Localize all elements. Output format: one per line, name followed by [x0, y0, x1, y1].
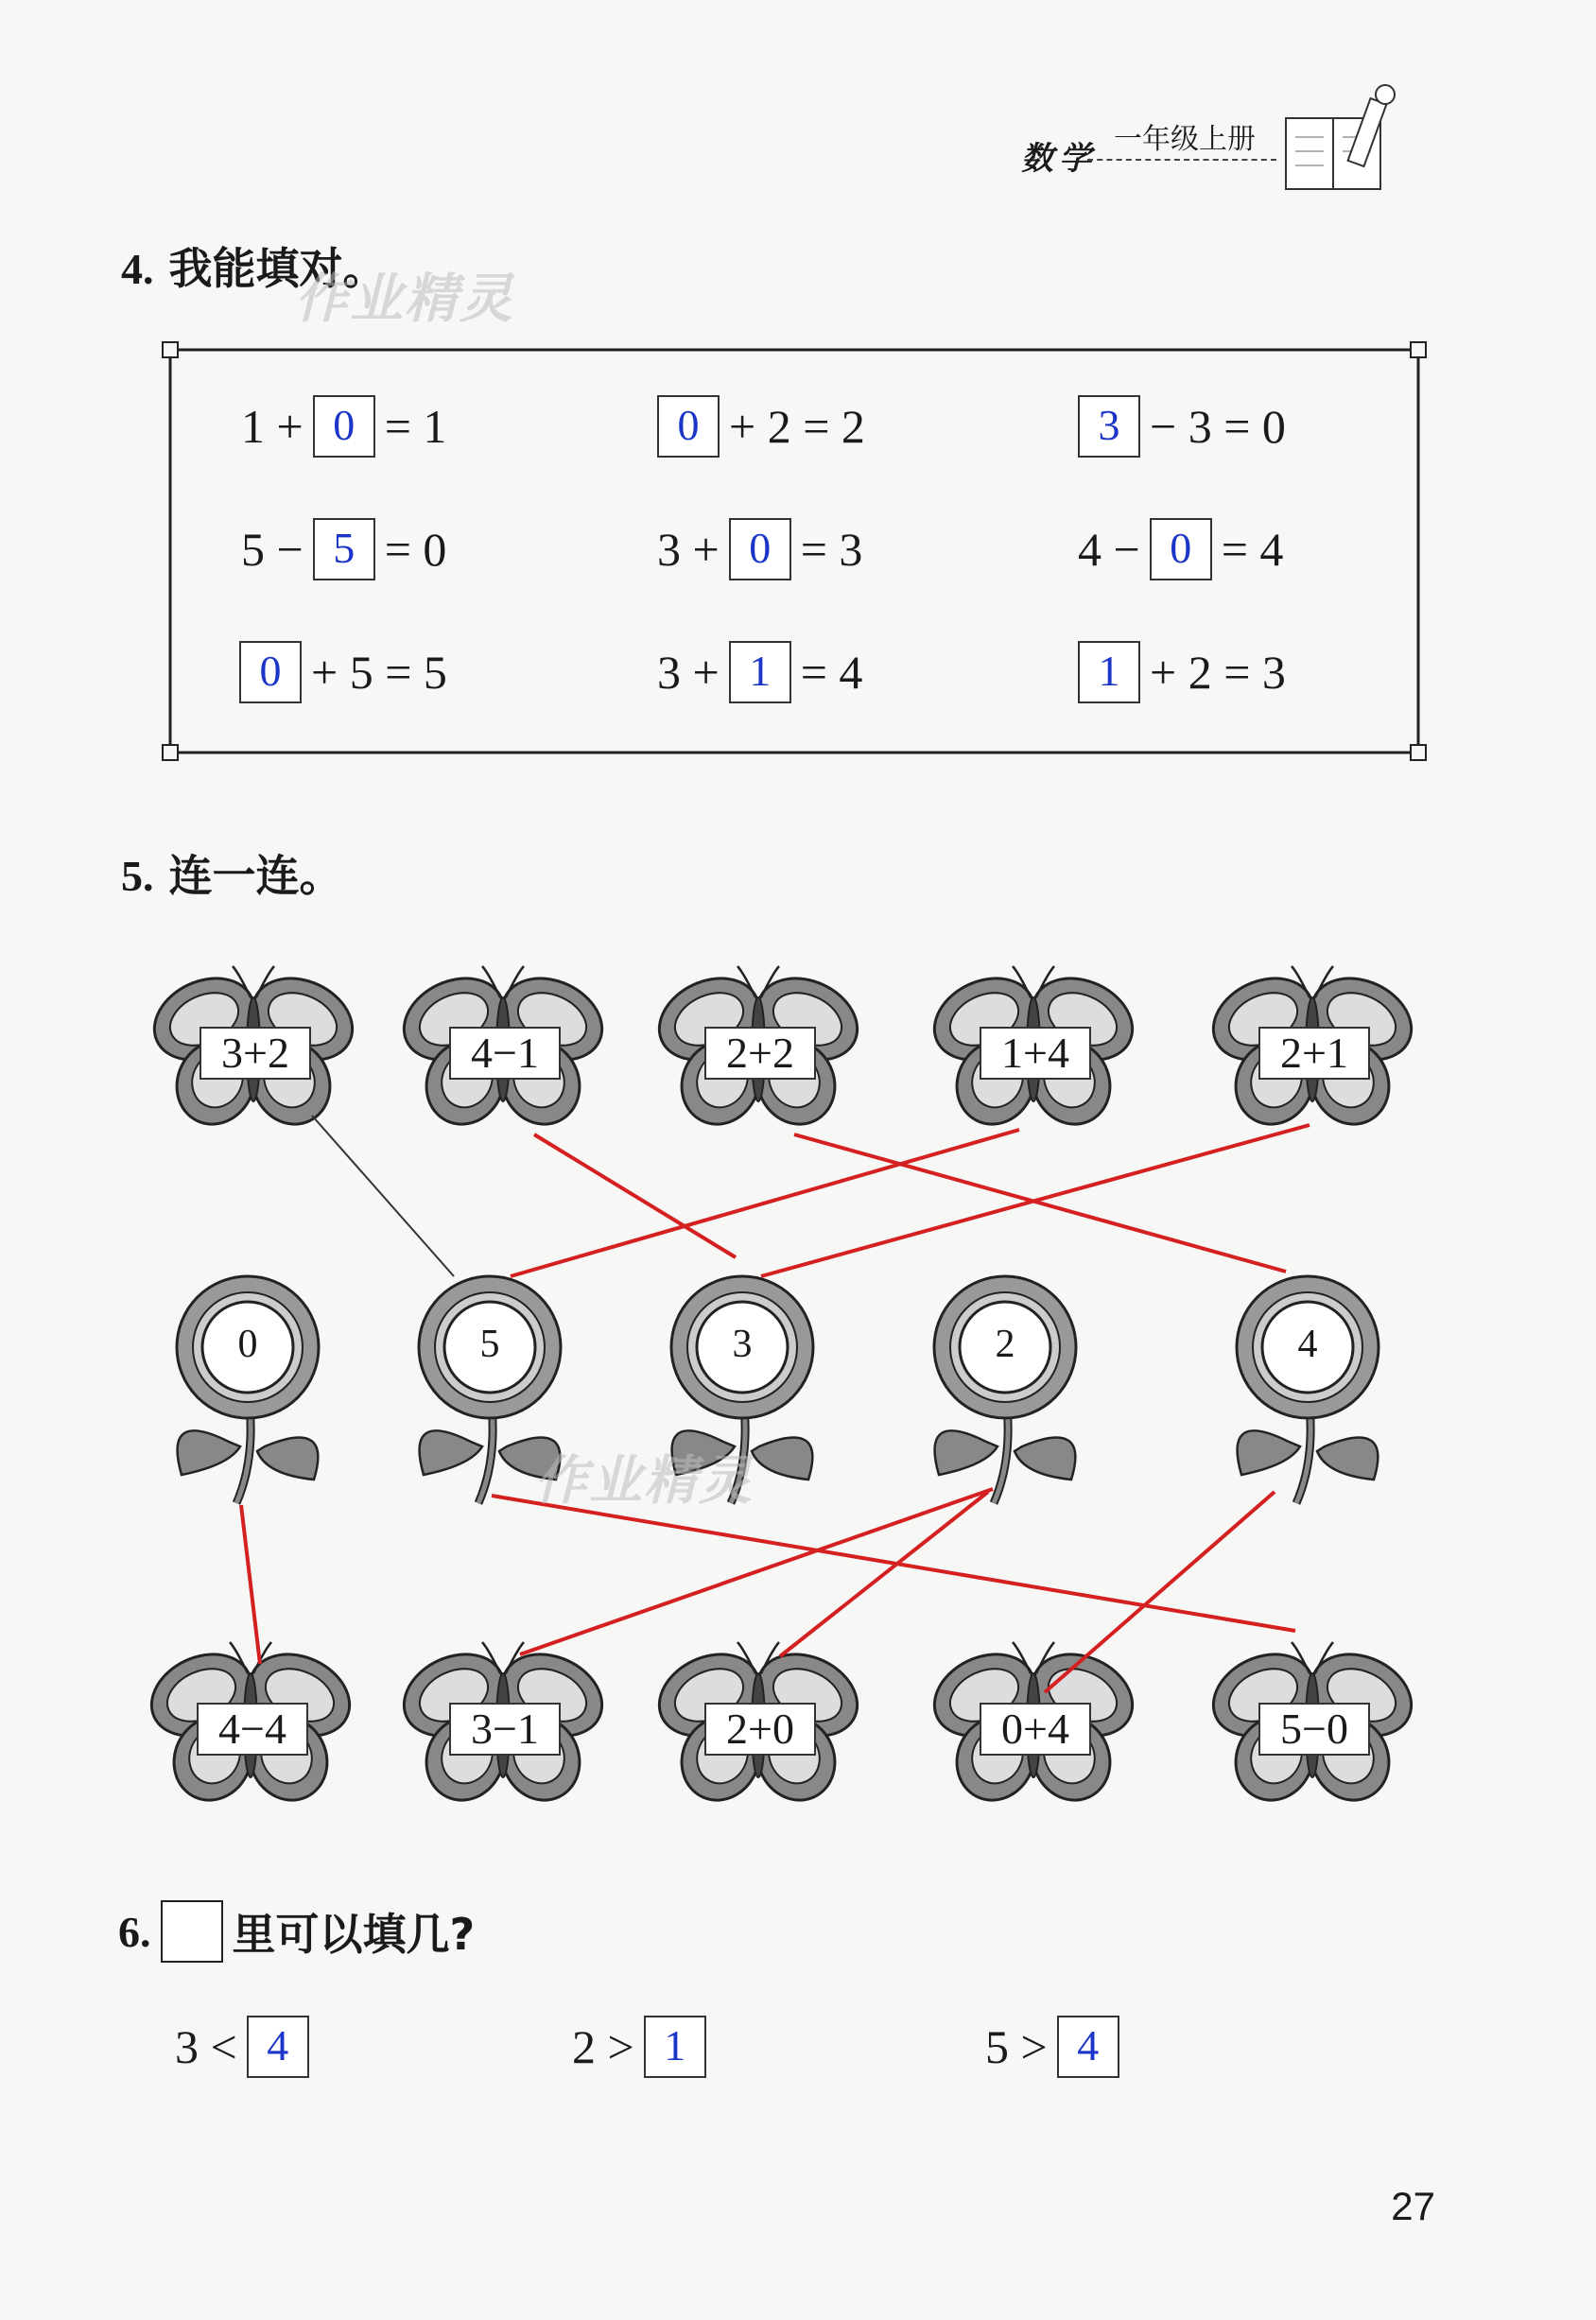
answer-box[interactable]: 4 — [247, 2016, 309, 2078]
watermark-1: 作业精灵 — [295, 268, 514, 330]
answer-box[interactable]: 0 — [729, 518, 791, 580]
butterfly-bottom-label-3: 2+0 — [704, 1703, 816, 1756]
butterfly-bottom-label-4: 0+4 — [980, 1703, 1091, 1756]
butterfly-bottom-label-1: 4−4 — [197, 1703, 308, 1756]
equation-r2-c2: 3 + 0 = 3 — [657, 518, 862, 580]
butterfly-top-label-1: 3+2 — [200, 1027, 311, 1080]
compare-2: 2 > 1 — [572, 2016, 716, 2078]
flower-number-4: 2 — [995, 1323, 1015, 1366]
header-grade: 一年级上册 — [1114, 123, 1256, 156]
flower-number-5: 4 — [1297, 1323, 1318, 1366]
answer-box[interactable]: 0 — [657, 395, 720, 458]
flower-number-1: 0 — [237, 1323, 258, 1366]
flower-1 — [177, 1276, 319, 1503]
equation-r3-c3: 1 + 2 = 3 — [1078, 641, 1286, 703]
match-line-1plus4-5 — [511, 1130, 1019, 1276]
butterfly-top-label-4: 1+4 — [980, 1027, 1091, 1080]
section-6-title — [118, 1900, 475, 1963]
blank-box-icon — [161, 1900, 223, 1963]
flower-number-3: 3 — [732, 1323, 753, 1366]
section-5-number: 5. — [121, 852, 154, 900]
answer-box[interactable]: 4 — [1057, 2016, 1119, 2078]
flower-4 — [934, 1276, 1076, 1503]
compare-1: 3 < 4 — [175, 2016, 319, 2078]
match-line-3plus2-5 — [312, 1116, 454, 1276]
butterfly-bottom-label-2: 3−1 — [449, 1703, 561, 1756]
section-6-label: 里可以填几? — [232, 1909, 476, 1960]
flower-number-2: 5 — [479, 1323, 500, 1366]
section-6-number: 6. — [118, 1907, 151, 1956]
flower-5 — [1237, 1276, 1379, 1503]
watermark-2: 作业精灵 — [534, 1450, 754, 1512]
equation-r3-c2: 3 + 1 = 4 — [657, 641, 862, 703]
answer-box[interactable]: 1 — [729, 641, 791, 703]
answer-box[interactable]: 0 — [239, 641, 302, 703]
equation-r1-c1: 1 + 0 = 1 — [241, 395, 446, 458]
header-subject: 数学 — [1021, 140, 1097, 178]
answer-box[interactable]: 1 — [1078, 641, 1140, 703]
equation-r2-c3: 4 − 0 = 4 — [1078, 518, 1283, 580]
answer-box[interactable]: 0 — [313, 395, 375, 458]
match-line-5-5minus0 — [492, 1496, 1295, 1631]
butterfly-top-label-2: 4−1 — [449, 1027, 561, 1080]
equation-r3-c1: 0 + 5 = 5 — [239, 641, 447, 703]
section-4-label: 我能填对。 — [168, 243, 387, 294]
equation-r2-c1: 5 − 5 = 0 — [241, 518, 446, 580]
answer-box[interactable]: 3 — [1078, 395, 1140, 458]
match-line-0-4minus4 — [241, 1505, 260, 1664]
equation-r1-c3: 3 − 3 = 0 — [1078, 395, 1286, 458]
page-number: 27 — [1391, 2184, 1435, 2228]
compare-3: 5 > 4 — [985, 2016, 1129, 2078]
answer-box[interactable]: 1 — [644, 2016, 706, 2078]
equation-r1-c2: 0 + 2 = 2 — [657, 395, 865, 458]
section-4-number: 4. — [121, 245, 154, 293]
answer-box[interactable]: 5 — [313, 518, 375, 580]
butterfly-top-label-3: 2+2 — [704, 1027, 816, 1080]
match-line-4-0plus4 — [1045, 1492, 1275, 1692]
answer-box[interactable]: 0 — [1150, 518, 1212, 580]
butterfly-top-label-5: 2+1 — [1258, 1027, 1370, 1080]
butterfly-bottom-label-5: 5−0 — [1258, 1703, 1370, 1756]
section-5-label: 连一连。 — [168, 850, 343, 901]
match-line-2plus2-4 — [794, 1134, 1286, 1272]
